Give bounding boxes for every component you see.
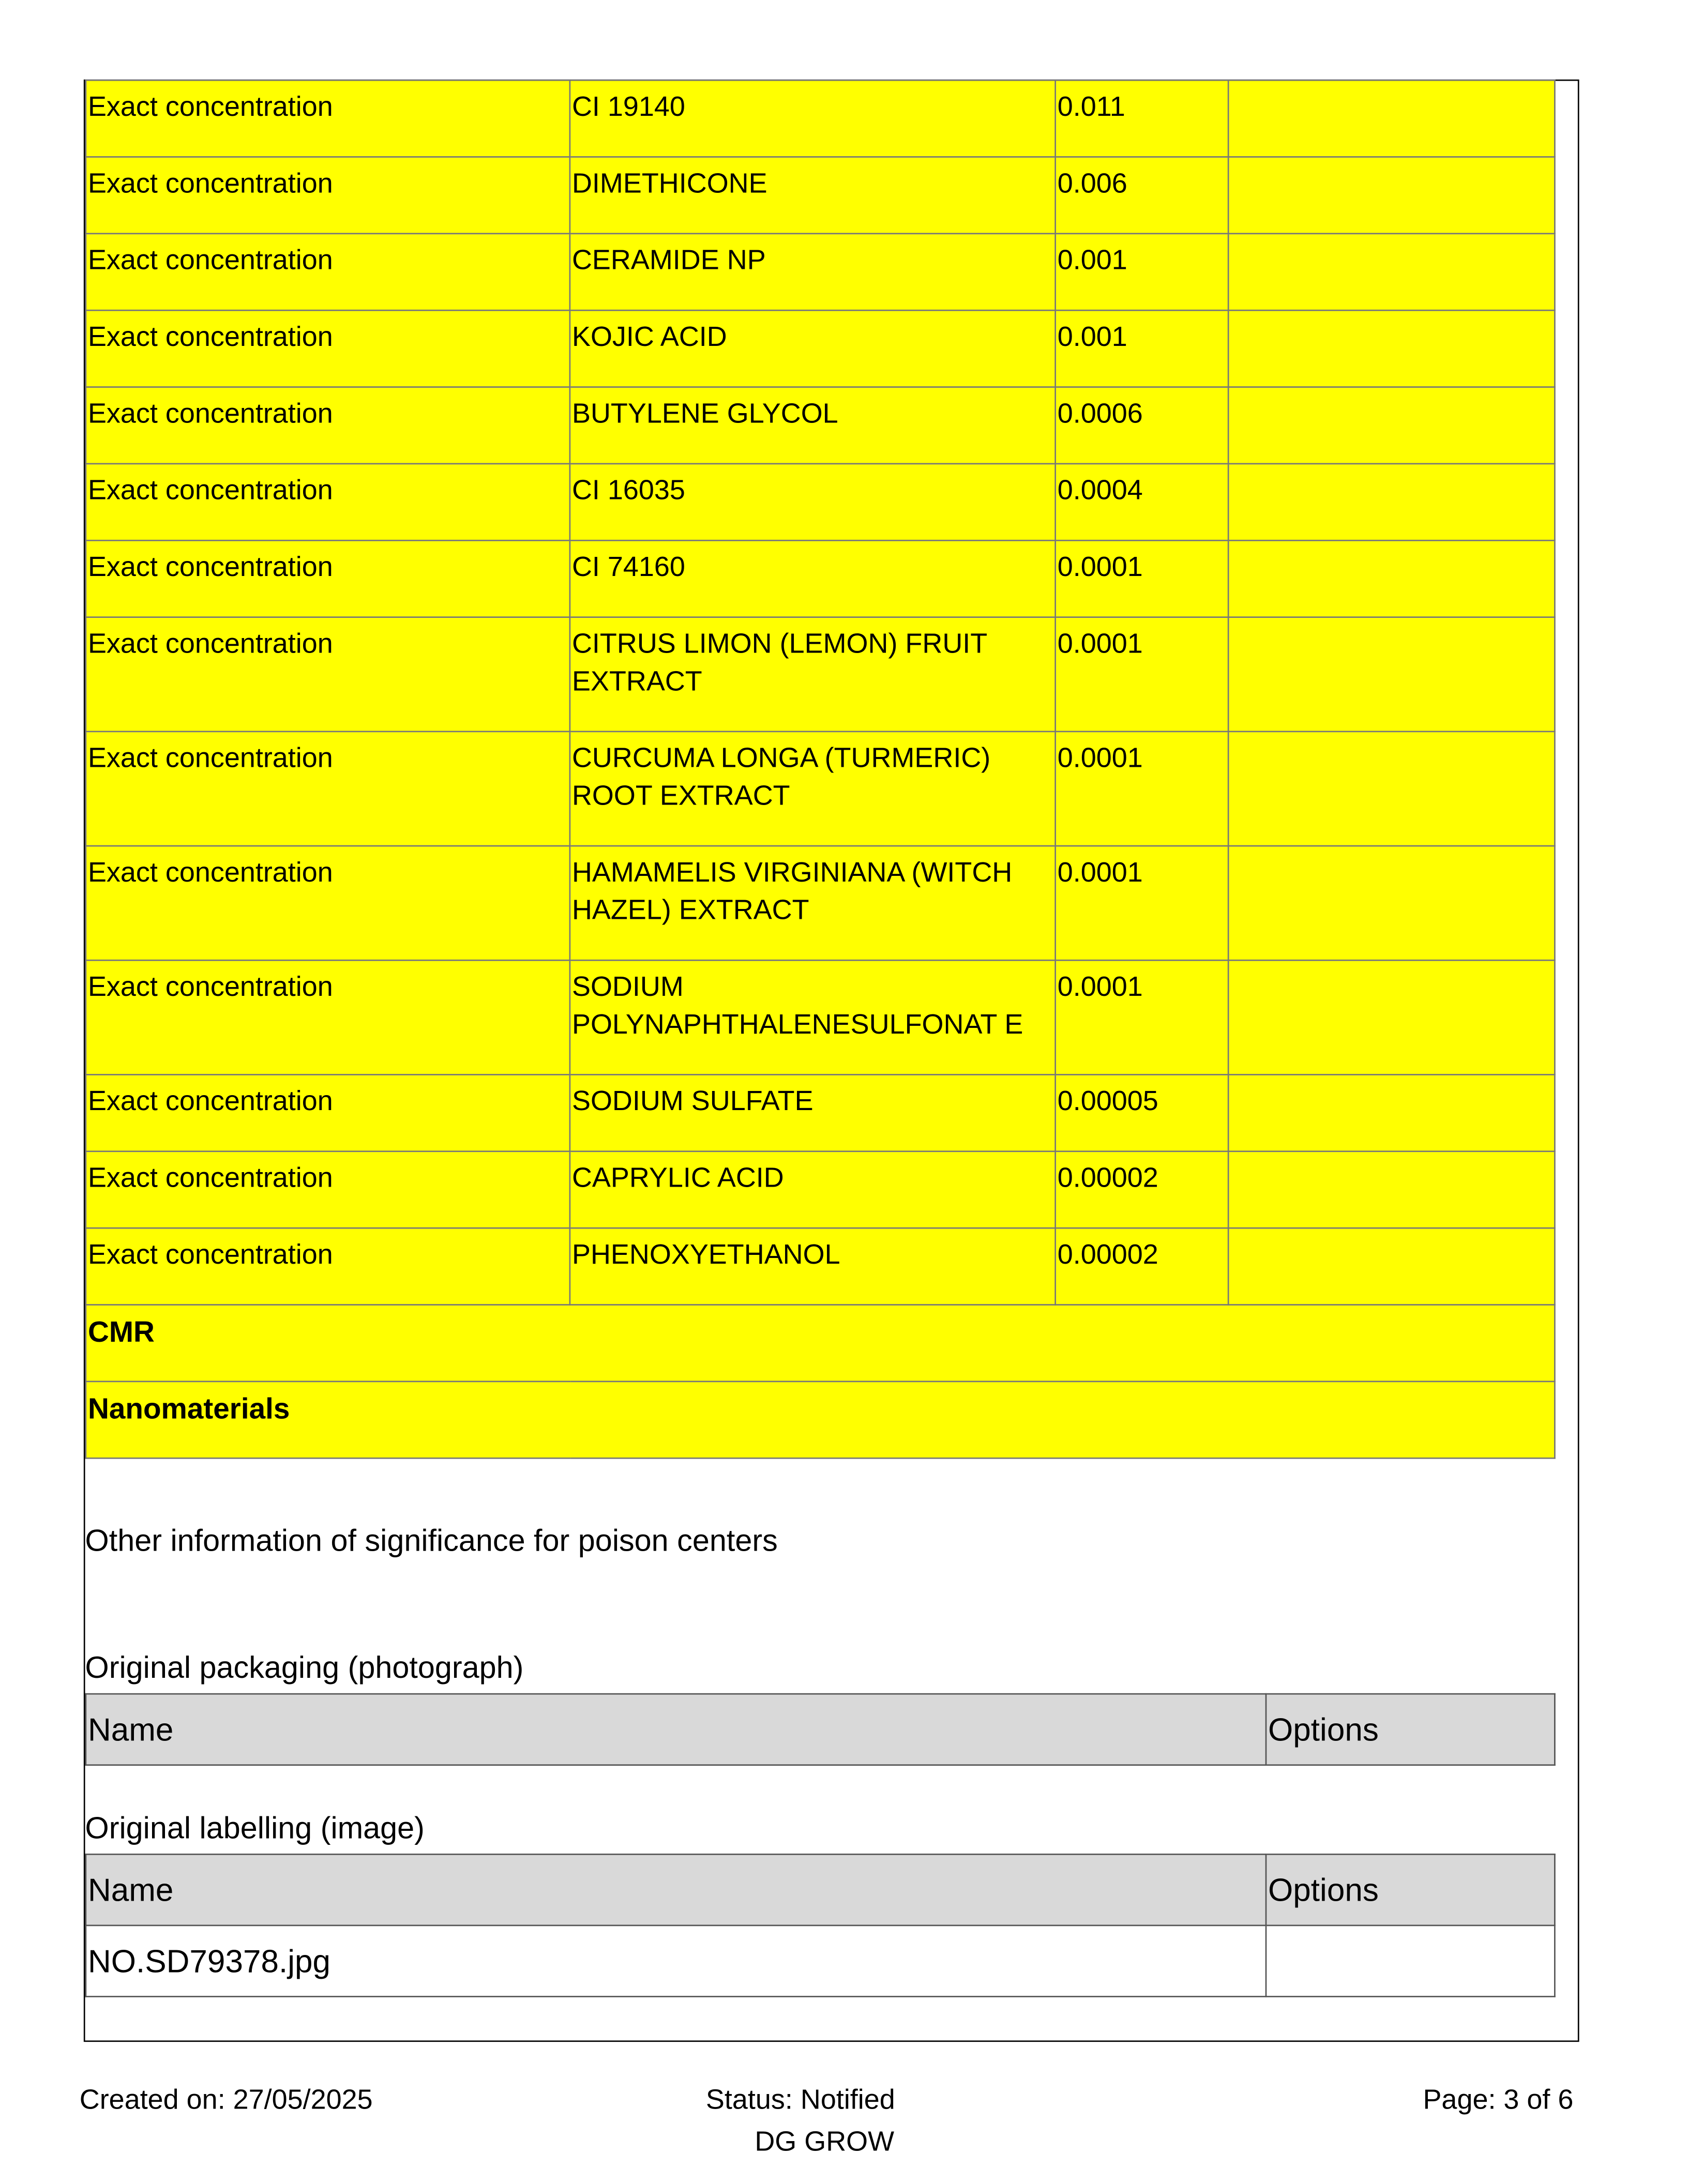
ingredient-name-cell: SODIUM POLYNAPHTHALENESULFONAT E [570, 960, 1056, 1074]
concentration-type-cell: Exact concentration [86, 960, 570, 1074]
ingredient-name-cell: PHENOXYETHANOL [570, 1228, 1056, 1305]
ingredient-row [86, 732, 1555, 846]
extra-cell [1228, 617, 1555, 732]
ingredient-row [86, 464, 1555, 540]
ingredient-row [86, 310, 1555, 387]
extra-cell [1228, 464, 1555, 540]
table-header-row [86, 1854, 1555, 1925]
extra-cell [1228, 80, 1555, 157]
ingredient-row [86, 617, 1555, 732]
page-number: Page: 3 of 6 [1423, 2085, 1574, 2116]
concentration-value-cell: 0.0001 [1056, 960, 1228, 1074]
ingredients-table [85, 80, 1556, 1459]
concentration-value-cell: 0.0004 [1056, 464, 1228, 540]
cmr-heading: CMR [86, 1305, 1555, 1382]
concentration-value-cell: 0.006 [1056, 157, 1228, 233]
extra-cell [1228, 540, 1555, 617]
concentration-value-cell: 0.00005 [1056, 1074, 1228, 1151]
extra-cell [1228, 1228, 1555, 1305]
labelling-table [85, 1854, 1556, 1997]
concentration-type-cell: Exact concentration [86, 732, 570, 846]
table-row [86, 1925, 1555, 1997]
concentration-type-cell: Exact concentration [86, 617, 570, 732]
status-text: Status: Notified [705, 2085, 895, 2116]
nanomaterials-section-row [86, 1382, 1555, 1458]
ingredient-name-cell: DIMETHICONE [570, 157, 1056, 233]
organization-name: DG GROW [755, 2127, 895, 2158]
extra-cell [1228, 960, 1555, 1074]
ingredient-name-cell: BUTYLENE GLYCOL [570, 387, 1056, 464]
column-header-name: Name [86, 1694, 1266, 1765]
extra-cell [1228, 732, 1555, 846]
extra-cell [1228, 387, 1555, 464]
ingredient-name-cell: CERAMIDE NP [570, 234, 1056, 310]
labelling-title: Original labelling (image) [85, 1810, 425, 1845]
cmr-section-row [86, 1305, 1555, 1382]
concentration-type-cell: Exact concentration [86, 1228, 570, 1305]
extra-cell [1228, 234, 1555, 310]
ingredient-name-cell: SODIUM SULFATE [570, 1074, 1056, 1151]
nanomaterials-heading: Nanomaterials [86, 1382, 1555, 1458]
extra-cell [1228, 846, 1555, 960]
column-header-name: Name [86, 1854, 1266, 1925]
file-options-cell [1266, 1925, 1555, 1997]
concentration-type-cell: Exact concentration [86, 846, 570, 960]
ingredient-name-cell: CURCUMA LONGA (TURMERIC) ROOT EXTRACT [570, 732, 1056, 846]
created-date: Created on: 27/05/2025 [79, 2085, 373, 2116]
concentration-type-cell: Exact concentration [86, 80, 570, 157]
packaging-table [85, 1693, 1556, 1766]
column-header-options: Options [1266, 1694, 1555, 1765]
concentration-value-cell: 0.00002 [1056, 1151, 1228, 1228]
concentration-value-cell: 0.0006 [1056, 387, 1228, 464]
ingredient-name-cell: CAPRYLIC ACID [570, 1151, 1056, 1228]
extra-cell [1228, 1151, 1555, 1228]
ingredient-name-cell: CI 19140 [570, 80, 1056, 157]
ingredient-row [86, 1228, 1555, 1305]
concentration-value-cell: 0.0001 [1056, 732, 1228, 846]
ingredient-row [86, 540, 1555, 617]
concentration-value-cell: 0.001 [1056, 234, 1228, 310]
column-header-options: Options [1266, 1854, 1555, 1925]
extra-cell [1228, 1074, 1555, 1151]
ingredient-row [86, 157, 1555, 233]
ingredient-row [86, 1151, 1555, 1228]
concentration-type-cell: Exact concentration [86, 387, 570, 464]
concentration-value-cell: 0.0001 [1056, 617, 1228, 732]
ingredient-name-cell: CITRUS LIMON (LEMON) FRUIT EXTRACT [570, 617, 1056, 732]
concentration-type-cell: Exact concentration [86, 1151, 570, 1228]
packaging-title: Original packaging (photograph) [85, 1650, 524, 1685]
other-info-label: Other information of significance for poison centers [85, 1523, 778, 1558]
ingredient-row [86, 1074, 1555, 1151]
table-header-row [86, 1694, 1555, 1765]
ingredient-row [86, 234, 1555, 310]
concentration-value-cell: 0.001 [1056, 310, 1228, 387]
concentration-type-cell: Exact concentration [86, 234, 570, 310]
concentration-type-cell: Exact concentration [86, 464, 570, 540]
concentration-value-cell: 0.0001 [1056, 540, 1228, 617]
concentration-value-cell: 0.00002 [1056, 1228, 1228, 1305]
concentration-value-cell: 0.011 [1056, 80, 1228, 157]
ingredient-row [86, 960, 1555, 1074]
ingredient-name-cell: CI 16035 [570, 464, 1056, 540]
concentration-type-cell: Exact concentration [86, 1074, 570, 1151]
ingredient-name-cell: KOJIC ACID [570, 310, 1056, 387]
ingredient-row [86, 80, 1555, 157]
ingredient-name-cell: HAMAMELIS VIRGINIANA (WITCH HAZEL) EXTRACT [570, 846, 1056, 960]
ingredient-row [86, 846, 1555, 960]
concentration-type-cell: Exact concentration [86, 157, 570, 233]
file-name-link[interactable]: NO.SD79378.jpg [86, 1925, 1266, 1997]
extra-cell [1228, 310, 1555, 387]
concentration-value-cell: 0.0001 [1056, 846, 1228, 960]
concentration-type-cell: Exact concentration [86, 540, 570, 617]
ingredient-row [86, 387, 1555, 464]
extra-cell [1228, 157, 1555, 233]
ingredient-name-cell: CI 74160 [570, 540, 1056, 617]
concentration-type-cell: Exact concentration [86, 310, 570, 387]
